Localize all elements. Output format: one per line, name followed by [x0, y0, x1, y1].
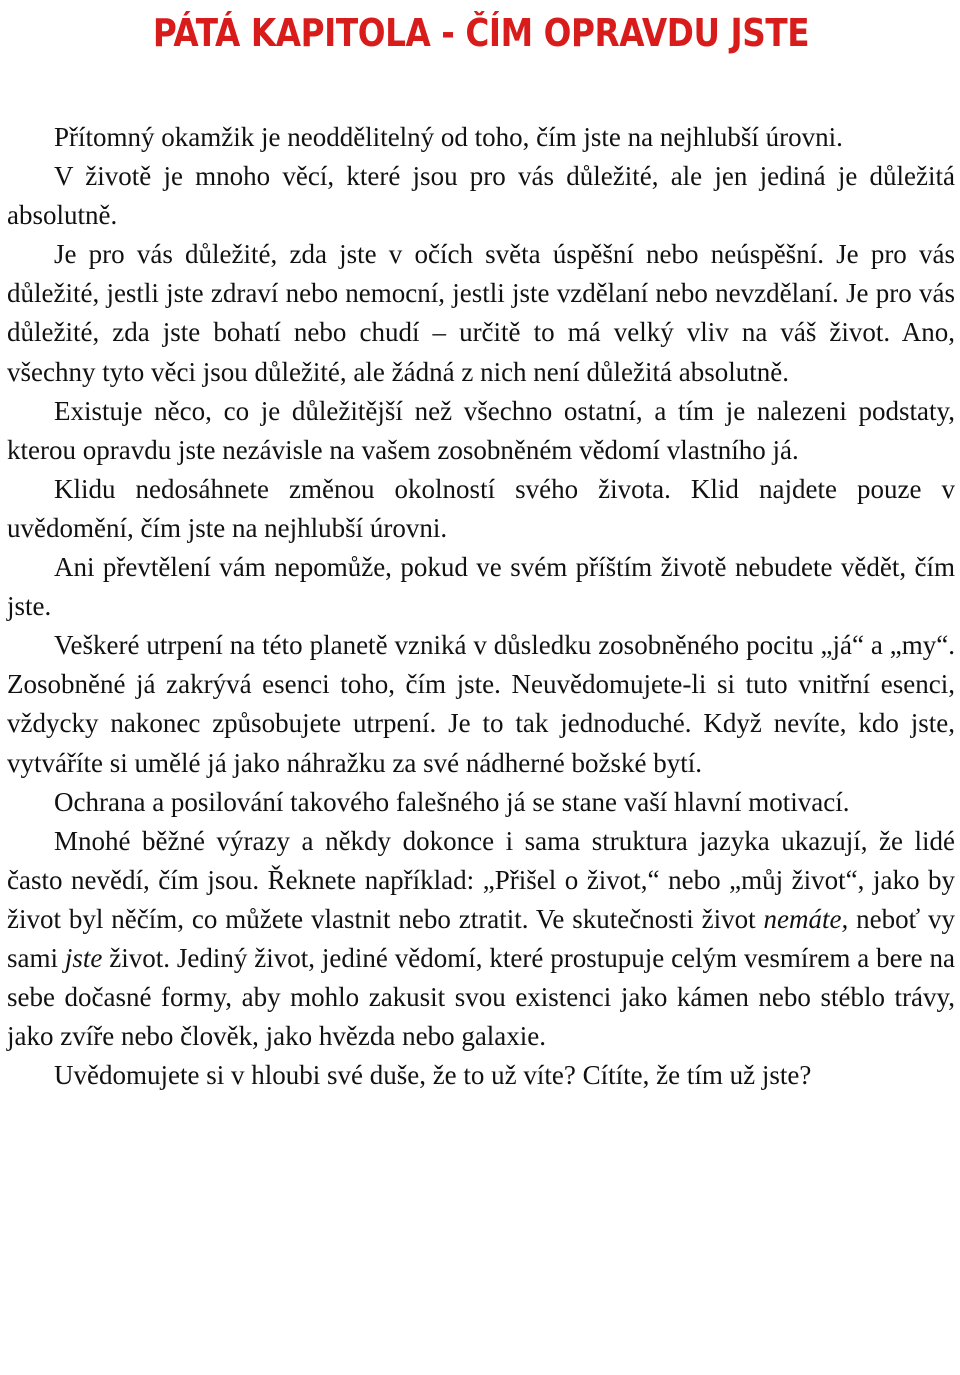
- paragraph: Přítomný okamžik je neoddělitelný od toho, čím jste na nejhlubší úrovni.: [54, 122, 843, 152]
- text-run: Mnohé běžné výrazy a někdy dokonce i sama struktura jazyka ukazují, že lidé často nevědí, čím jsou. Řeknete například: „Přišel o život,“ nebo „můj život“, jako by život byl něčím, co můžete vlastnit nebo ztratit. Ve skutečnosti život: [7, 825, 955, 934]
- paragraph: Existuje něco, co je důležitější než všechno ostatní, a tím je nalezeni podstaty, kterou opravdu jste nezávisle na vašem zosobněném vědomí vlastního já.: [7, 395, 955, 465]
- text-run: život. Jediný život, jediné vědomí, které prostupuje celým vesmírem a bere na sebe dočasné formy, aby mohlo zakusit svou existenci jako kámen nebo stéblo trávy, jako zvíře nebo člověk, jako hvězda nebo galaxie.: [7, 942, 955, 1052]
- emphasis-text: jste: [64, 942, 103, 973]
- paragraph: Klidu nedosáhnete změnou okolností svého života. Klid najdete pouze v uvědomění, čím jste na nejhlubší úrovni.: [7, 473, 955, 543]
- text-run: neboť vy sami: [7, 903, 955, 973]
- paragraph: Ochrana a posilování takového falešného já se stane vaší hlavní motivací.: [54, 786, 850, 817]
- paragraph: Je pro vás důležité, zda jste v očích světa úspěšní nebo neúspěšní. Je pro vás důležité, jestli jste zdraví nebo nemocní, jestli jste vzdělaní nebo nevzdělaní. Je pro vás důležité, zda jste bohatí nebo chudí – určitě to má velký vliv na váš život. Ano, všechny tyto věci jsou důležité, ale žádná z nich není důležitá absolutně.: [7, 239, 955, 387]
- emphasis-text: nemáte,: [763, 903, 849, 934]
- chapter-body: [7, 118, 955, 1095]
- chapter-title: PÁTÁ KAPITOLA - ČÍM OPRAVDU JSTE: [152, 11, 810, 55]
- paragraph: V životě je mnoho věcí, které jsou pro vás důležité, ale jen jediná je důležitá absolutně.: [7, 161, 955, 231]
- paragraph-with-emphasis: [7, 822, 955, 1057]
- paragraph: Uvědomujete si v hloubi své duše, že to už víte? Cítíte, že tím už jste?: [54, 1060, 812, 1091]
- paragraph: Ani převtělení vám nepomůže, pokud ve svém příštím životě nebudete vědět, čím jste.: [7, 552, 955, 622]
- paragraph: Veškeré utrpení na této planetě vzniká v důsledku zosobněného pocitu „já“ a „my“. Zosobněné já zakrývá esenci toho, čím jste. Neuvědomujete-li si tuto vnitřní esenci, vždycky nakonec způsobujete utrpení. Je to tak jednoduché. Když nevíte, kdo jste, vytváříte si umělé já jako náhražku za své nádherné božské bytí.: [7, 630, 955, 778]
